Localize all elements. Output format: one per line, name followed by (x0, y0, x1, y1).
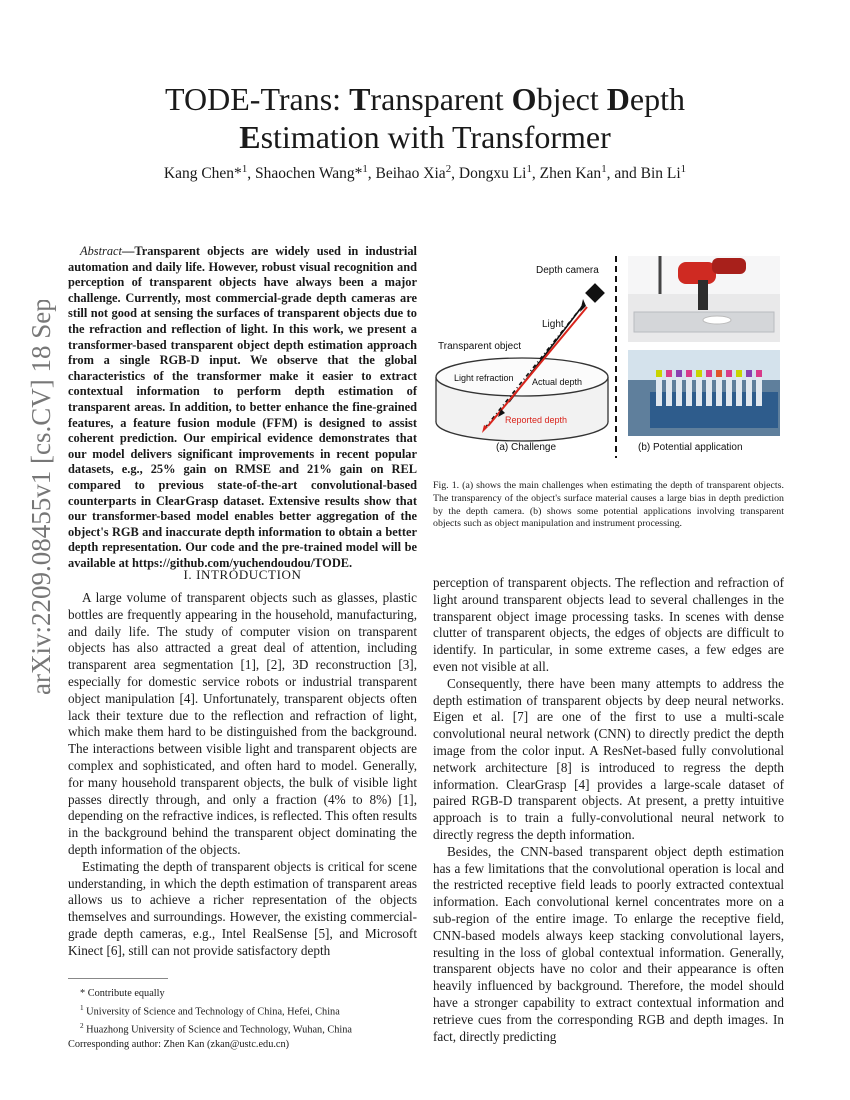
paragraph: Consequently, there have been many attempts to address the depth estimation of transparent objects by deep neural networks. Eigen et al. [7] are one of the first to use a multi-scale convolutional neural network (CNN) to directly predict the depth image from the color input. A ResNet-based fully convolutional network architecture [8] is introduced to regress the depth information. ClearGrasp [4] provides a large-scale dataset of paired RGB-D transparent objects. At present, a pretty intuitive approach is to train a fully-convolutional neural network to directly regress the depth information. (433, 675, 784, 842)
paragraph: A large volume of transparent objects such as glasses, plastic bottles are frequently appearing in the household, manufacturing, and daily life. The study of computer vision on transparent objects has also attracted a great deal of attention, including transparent area segmentation [1], [2], 3D reconstruction [3], especially for domestic service robots or industrial transparent object manipulation [4]. Unfortunately, transparent objects often lack their texture due to the reflection and refraction of light, which make them hard to be distinguished from the background. The interactions between visible light and transparent objects are complex and sophisticated, and often hard to model. Generally, for many household transparent objects, the bulk of visible light passes directly through, and only a fraction (4% to 8%) [1], depending on the refractive indices, is reflected. This often results in the background behind the transparent object dominating the depth information of the objects. (68, 590, 417, 857)
paper-title: TODE-Trans: Transparent Object Depth Estimation with Transformer (165, 81, 685, 155)
arxiv-id: arXiv:2209.08455v1 [cs.CV] 18 Sep 2022 (26, 300, 56, 695)
paragraph: perception of transparent objects. The reflection and refraction of light around transparent objects lead to several challenges in the transparent object image processing tasks. In scenes with dense clutter of transparent objects, the edges of objects are difficult to identify. In particular, in some extreme cases, a few edges are even not visible at all. (433, 575, 784, 674)
paragraph: Besides, the CNN-based transparent object depth estimation has a few limitations that the convolutional operation is local and the restricted receptive field leads to poorly extracted contextual information. Each convolutional kernel concentrates more on a sub-region of the entire image. To enlarge the receptive field, CNN-based models always keep stacking convolutional layers, resulting in the loss of global contextual information. Generally, transparent objects have no color and their appearance is often heavily influenced by background. Therefore, the model should have a stronger capability to extract contextual information and retrieve cues from the corresponding RGB and depth images. In fact, directly predicting (433, 843, 784, 1044)
challenge-diagram (436, 265, 608, 453)
svg-text:(b) Potential application: (b) Potential application (638, 442, 743, 453)
svg-text:Light: Light (542, 319, 564, 330)
abstract: Abstract—Transparent objects are widely used in industrial automation and daily life. However, robust visual recognition and perception of transparent objects have always been a major challenge. Currently, most commercial-grade depth cameras are still not good at sensing the surfaces of transparent objects due to the refraction and reflection of light. In this work, we present a transformer-based transparent object depth estimation approach from a single RGB-D input. We observe that the global characteristics of the transformer make it easier to extract contextual information to perform depth estimation of transparent areas. In addition, to better enhance the fine-grained features, a feature fusion module (FFM) is designed to assist coherent prediction. Our empirical evidence demonstrates that our model delivers significant improvements in recent popular datasets, e.g., 25% gain on RMSE and 21% gain on REL compared to previous state-of-the-art convolutional-based counterparts in ClearGrasp dataset. Extensive results show that our transformer-based model enables better aggregation of the object's RGB and inaccurate depth information to obtain a better depth representation. Our code and the pre-trained model will be available at https://github.com/yuchendoudou/TODE. (68, 244, 417, 570)
depth-camera-icon (585, 283, 605, 303)
svg-text:Light refraction: Light refraction (454, 373, 514, 383)
paragraph: Estimating the depth of transparent objects is critical for scene understanding, in which the depth estimation of transparent areas allows us to achieve a richer representation of the objects themselves and surroundings. However, the existing commercial-grade depth cameras, e.g., Intel RealSense [5], and Microsoft Kinect [6], still can not provide satisfactory depth (68, 858, 417, 958)
section-heading: I. INTRODUCTION (183, 567, 302, 582)
footnote-rule (68, 978, 168, 979)
right-column (433, 575, 784, 1045)
svg-text:Reported depth: Reported depth (505, 415, 568, 425)
svg-text:Depth camera: Depth camera (536, 265, 599, 276)
svg-text:Actual depth: Actual depth (532, 377, 583, 387)
robot-photo (628, 256, 780, 342)
lab-tubes-photo (628, 350, 780, 436)
svg-text:(a) Challenge: (a) Challenge (496, 442, 557, 453)
author-list: Kang Chen*$^1$, Shaochen Wang*$^1$, Beihao Xia$^2$, Dongxu Li$^1$, Zhen Kan$^1$, and Bin Li$^1$ (163, 163, 687, 183)
svg-text:Transparent object: Transparent object (438, 341, 522, 352)
left-column (68, 590, 417, 960)
arxiv-sidebar (6, 300, 66, 700)
footnotes: * Contribute equally $^1$ University of Science and Technology of China, Hefei, China $^2$ Huazhong University of Science and Technology, Wuhan, China Corresponding author: Zhen Kan (zkan@ustc.edu.cn) (68, 988, 352, 1050)
figure-1 (432, 250, 784, 470)
figure-caption: Fig. 1. (a) shows the main challenges when estimating the depth of transparent objects. The transparency of the object's surface material causes a large bias in depth prediction by the depth camera. (b) shows some potential applications involving transparent objects such as object manipulation and instrument processing. (433, 480, 784, 530)
